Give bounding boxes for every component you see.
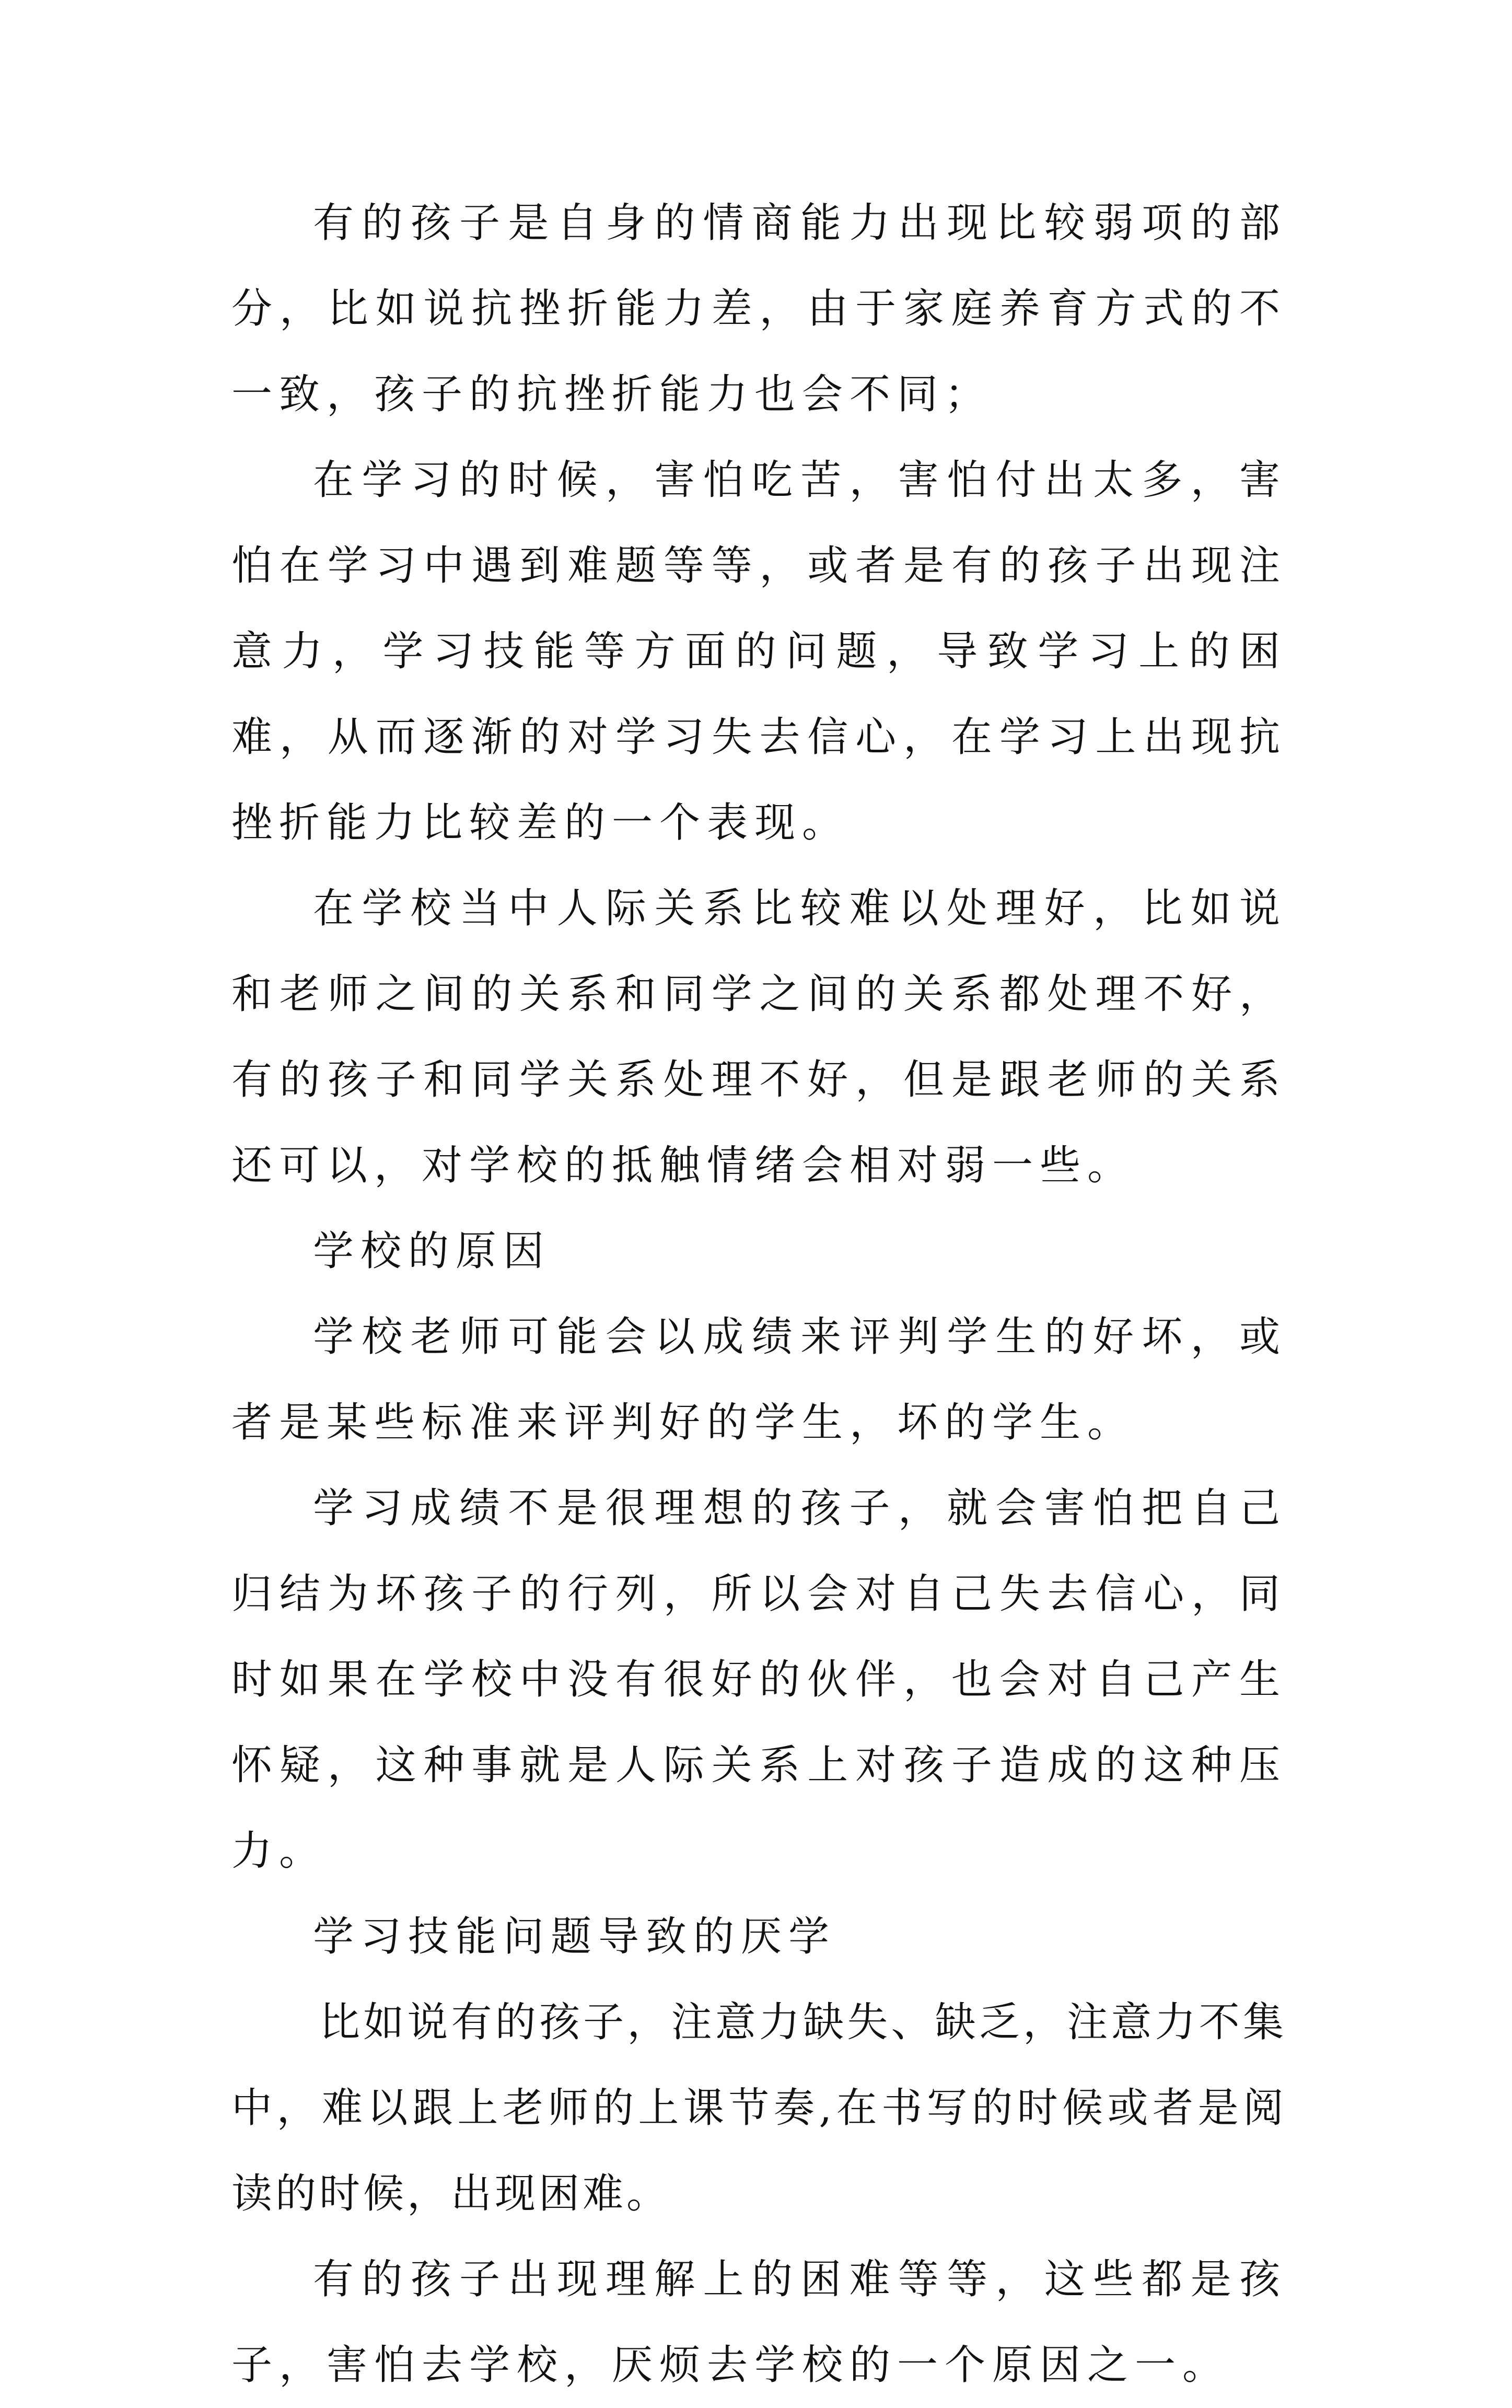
paragraph-understanding-difficulty: 有的孩子出现理解上的困难等等，这些都是孩子，害怕去学校，厌烦去学校的一个原因之一。 bbox=[231, 2256, 1287, 2389]
paragraph-eq-ability: 有的孩子是自身的情商能力出现比较弱项的部分，比如说抗挫折能力差，由于家庭养育方式的不一致，孩子的抗挫折能力也会不同； bbox=[231, 200, 1287, 418]
heading-learning-skills: 学习技能问题导致的厌学 bbox=[313, 1913, 836, 1960]
paragraph-study-fear: 在学习的时候，害怕吃苦，害怕付出太多，害怕在学习中遇到难题等等，或者是有的孩子出现注意力，学习技能等方面的问题，导致学习上的困难，从而逐渐的对学习失去信心，在学习上出现抗挫折能力比较差的一个表现。 bbox=[231, 457, 1287, 846]
paragraph-relationships: 在学校当中人际关系比较难以处理好，比如说和老师之间的关系和同学之间的关系都处理不好，有的孩子和同学关系处理不好，但是跟老师的关系还可以，对学校的抵触情绪会相对弱一些。 bbox=[231, 885, 1287, 1189]
paragraph-attention-deficit: 比如说有的孩子，注意力缺失、缺乏，注意力不集中，难以跟上老师的上课节奏,在书写的时候或者是阅读的时候，出现困难。 bbox=[231, 1999, 1287, 2217]
heading-school-reasons: 学校的原因 bbox=[313, 1228, 551, 1275]
paragraph-teacher-judgement: 学校老师可能会以成绩来评判学生的好坏，或者是某些标准来评判好的学生，坏的学生。 bbox=[231, 1313, 1287, 1446]
paragraph-grades-pressure: 学习成绩不是很理想的孩子，就会害怕把自己归结为坏孩子的行列，所以会对自己失去信心，同时如果在学校中没有很好的伙伴，也会对自己产生怀疑，这种事就是人际关系上对孩子造成的这种压力。 bbox=[231, 1485, 1287, 1875]
document-body bbox=[231, 180, 1287, 2408]
